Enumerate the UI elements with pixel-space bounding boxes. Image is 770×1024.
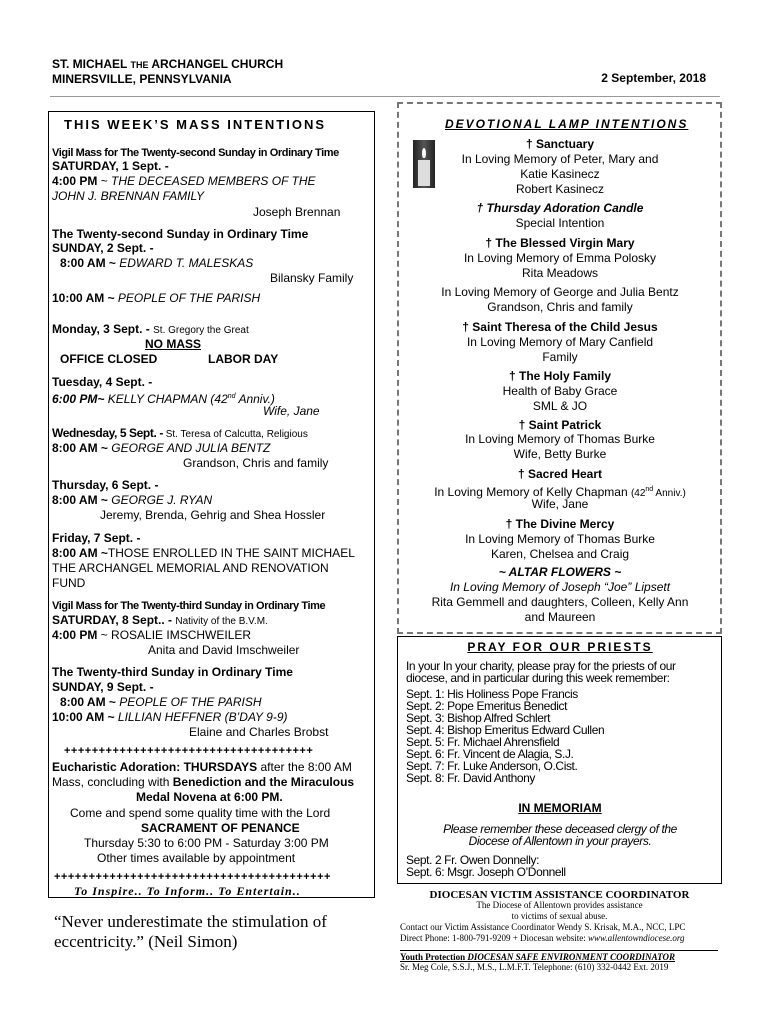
priest-list-item: Sept. 7: Fr. Luke Anderson, O.Cist. [406, 759, 578, 773]
adoration-label: Benediction and the Miraculous [172, 775, 355, 789]
lamp-divine-mercy: † The Divine Mercy [505, 517, 615, 531]
lamp-line: and Maureen [524, 610, 596, 624]
sun2-8am [60, 256, 253, 271]
adoration-line1 [52, 760, 352, 775]
lamp-line: Karen, Chelsea and Craig [490, 547, 630, 561]
fri7-intention-cont2: FUND [52, 576, 86, 590]
lamp-line: Grandson, Chris and family [487, 300, 633, 314]
priest-list-item: Sept. 6: Fr. Vincent de Alagia, S.J. [406, 747, 574, 761]
lamp-line: Special Intention [515, 216, 605, 230]
penance-times: Thursday 5:30 to 6:00 PM - Saturday 3:00 PM [84, 836, 329, 850]
sat8-by: Anita and David Imschweiler [148, 643, 300, 657]
intention-text: KELLY CHAPMAN (42 [107, 392, 228, 406]
church-name-part: ST. MICHAEL [52, 57, 131, 71]
sun9-8am [60, 695, 262, 710]
sun9-10am-by: Elaine and Charles Brobst [189, 725, 329, 739]
saint-label: St. Gregory the Great [153, 325, 249, 336]
lamp-holy-family: † The Holy Family [508, 369, 612, 383]
tue4-intention [52, 389, 275, 407]
victim-line: to victims of sexual abuse. [511, 911, 608, 921]
adoration-line3: Medal Novena at 6:00 PM. [136, 790, 283, 804]
sat1-intention: 4:00 PM ~ THE DECEASED MEMBERS OF THE [52, 174, 316, 188]
lamp-line: Wife, Betty Burke [513, 447, 607, 461]
church-name-part: ARCHANGEL CHURCH [148, 57, 284, 71]
youth-label: DIOCESAN SAFE ENVIRONMENT COORDINATOR [467, 952, 675, 962]
tue4-heading: Tuesday, 4 Sept. - [52, 375, 153, 389]
lamp-sanctuary: † Sanctuary [525, 137, 595, 151]
lamp-theresa: † Saint Theresa of the Child Jesus [462, 320, 658, 334]
lamp-line: Family [542, 350, 578, 364]
sun23-title: The Twenty-third Sunday in Ordinary Time [52, 665, 293, 679]
adoration-line2 [52, 775, 354, 790]
sun9-10am [52, 710, 288, 725]
lamp-line: In Loving Memory of Mary Canfield [466, 335, 654, 349]
ordinal: nd [645, 486, 654, 493]
youth-contact: Sr. Meg Cole, S.S.J., M.S., L.M.F.T. Telephone: (610) 332-0442 Ext. 2019 [400, 962, 669, 972]
day-label: Monday, 3 Sept. - [52, 322, 154, 336]
intention-text: EDWARD T. MALESKAS [119, 256, 254, 270]
adoration-text: after the 8:00 AM [257, 760, 352, 774]
adoration-text: Mass, concluding with [52, 775, 173, 789]
feast-label: Nativity of the B.V.M. [175, 616, 268, 627]
motto: To Inspire.. To Inform.. To Entertain.. [74, 884, 301, 898]
victim-line: Contact our Victim Assistance Coordinator Wendy S. Krisak, M.A., NCC, LPC [400, 922, 686, 932]
intention-text: PEOPLE OF THE PARISH [119, 695, 262, 709]
mass-time: 10:00 AM ~ [52, 710, 118, 724]
mass-time: 8:00 AM ~ [52, 441, 112, 455]
office-closed: OFFICE CLOSED [60, 352, 158, 366]
header-divider [50, 96, 720, 97]
intention-text: GEORGE AND JULIA BENTZ [111, 441, 271, 455]
sun9-heading: SUNDAY, 9 Sept. - [52, 680, 154, 694]
priest-list-item: Sept. 1: His Holiness Pope Francis [406, 687, 578, 701]
plus-divider: ++++++++++++++++++++++++++++++++++++ [64, 745, 314, 757]
vigil-22-heading: Vigil Mass for The Twenty-second Sunday in Ordinary Time [52, 147, 339, 159]
day-label: Wednesday, 5 Sept. - [52, 426, 163, 440]
labor-day: LABOR DAY [208, 352, 279, 366]
victim-title: DIOCESAN VICTIM ASSISTANCE COORDINATOR [429, 889, 690, 901]
wed5-by: Grandson, Chris and family [183, 456, 329, 470]
lamp-line: In Loving Memory of Thomas Burke [465, 432, 655, 446]
lamp-line: In Loving Memory of Thomas Burke [465, 532, 655, 546]
priests-intro-2: diocese, and in particular during this week remember: [406, 671, 670, 685]
come-spend: Come and spend some quality time with the Lord [70, 806, 331, 820]
victim-text: Direct Phone: 1-800-791-9209 + Diocesan website: [400, 933, 589, 943]
intention-text: ~ ROSALIE IMSCHWEILER [97, 628, 252, 642]
lamp-virgin: † The Blessed Virgin Mary [485, 236, 635, 250]
church-name-the: THE [130, 60, 149, 70]
mass-time: 8:00 AM ~ [60, 256, 120, 270]
intention-text: PEOPLE OF THE PARISH [117, 291, 261, 305]
memoriam-intro-2: Diocese of Allentown in your prayers. [468, 834, 652, 848]
lamp-line: Health of Baby Grace [502, 384, 618, 398]
mass-time: 8:00 AM ~ [52, 493, 112, 507]
lamp-line: In Loving Memory of Emma Polosky [463, 251, 657, 265]
penance-title: SACRAMENT OF PENANCE [141, 821, 300, 835]
mass-time: 8:00 AM ~ [60, 695, 120, 709]
wed5-heading [52, 426, 308, 442]
intention-text: THE DECEASED MEMBERS OF THE [111, 174, 316, 188]
thu6-by: Jeremy, Brenda, Gehrig and Shea Hossler [100, 508, 326, 522]
mass-time: 8:00 AM ~ [52, 546, 108, 560]
intention-text: LILLIAN HEFFNER (B’DAY 9-9) [117, 710, 288, 724]
adoration-label: Eucharistic Adoration: THURSDAYS [52, 760, 258, 774]
lamp-line: SML & JO [532, 399, 588, 413]
memoriam-entry: Sept. 2 Fr. Owen Donnelly: [406, 853, 540, 867]
priest-list-item: Sept. 5: Fr. Michael Ahrensfield [406, 735, 560, 749]
lamp-adoration: † Thursday Adoration Candle [476, 201, 644, 215]
plus-divider-2: ++++++++++++++++++++++++++++++++++++++++ [54, 871, 331, 883]
intention-text: Anniv.) [235, 392, 275, 406]
wed5-intention [52, 441, 270, 456]
tue4-by: Wife, Jane [263, 404, 320, 418]
church-name [52, 57, 283, 86]
vigil-23-heading: Vigil Mass for The Twenty-third Sunday in Ordinary Time [52, 600, 326, 612]
fri7-heading: Friday, 7 Sept. - [52, 531, 141, 545]
youth-label: Youth Protection [400, 952, 468, 962]
lamp-patrick: † Saint Patrick [518, 418, 602, 432]
lamp-line: In Loving Memory of Joseph “Joe” Lipsett [449, 580, 671, 594]
mon3-heading [52, 322, 249, 338]
sat8-intention [52, 628, 251, 643]
priest-list-item: Sept. 2: Pope Emeritus Benedict [406, 699, 568, 713]
mass-time: 10:00 AM ~ [52, 291, 118, 305]
ordinal: nd [227, 393, 236, 400]
memoriam-intro-1: Please remember these deceased clergy of the [443, 822, 677, 836]
priest-list-item: Sept. 8: Fr. David Anthony [406, 771, 536, 785]
no-mass: NO MASS [145, 337, 202, 351]
lamp-line: Robert Kasinecz [515, 182, 605, 196]
priest-list-item: Sept. 3: Bishop Alfred Schlert [406, 711, 551, 725]
priest-list-item: Sept. 4: Bishop Emeritus Edward Cullen [406, 723, 605, 737]
intention-text: THOSE ENROLLED IN THE SAINT MICHAEL [107, 546, 355, 560]
lamp-line: Wife, Jane [531, 497, 589, 511]
victim-line [400, 933, 685, 944]
sun2-10am [52, 291, 260, 306]
priests-title: PRAY FOR OUR PRIESTS [467, 640, 653, 654]
thu6-heading: Thursday, 6 Sept. - [52, 478, 159, 492]
sun2-8am-by: Bilansky Family [270, 271, 354, 285]
quote-line1: “Never underestimate the stimulation of [54, 912, 327, 931]
victim-line: The Diocese of Allentown provides assistance [476, 900, 643, 910]
lamp-line: Rita Meadows [521, 266, 599, 280]
saint-label: St. Teresa of Calcutta, Religious [162, 429, 308, 440]
intention-text: GEORGE J. RYAN [111, 493, 213, 507]
thu6-intention [52, 493, 212, 508]
mass-intentions-title: THIS WEEK’S MASS INTENTIONS [64, 117, 327, 132]
lamp-text: (42 [630, 488, 646, 499]
quote-line2: eccentricity.” (Neil Simon) [54, 932, 238, 951]
fri7-intention-cont: THE ARCHANGEL MEMORIAL AND RENOVATION [52, 561, 329, 575]
sat8-heading [52, 613, 268, 629]
day-label: SATURDAY, 8 Sept.. - [52, 613, 176, 627]
lamp-line: Rita Gemmell and daughters, Colleen, Kelly Ann [431, 595, 689, 609]
lamp-line: In Loving Memory of George and Julia Bentz [441, 285, 679, 299]
mass-time: 6:00 PM~ [52, 392, 108, 406]
lamp-text: In Loving Memory of Kelly Chapman [434, 485, 631, 499]
lamp-text: Anniv.) [653, 488, 686, 499]
mass-time: 4:00 PM [52, 628, 98, 642]
church-location: MINERSVILLE, PENNSYLVANIA [52, 72, 232, 86]
lamp-title: DEVOTIONAL LAMP INTENTIONS [445, 117, 689, 131]
lamp-sacred-heart: † Sacred Heart [517, 467, 603, 481]
mass-time: 4:00 PM [52, 174, 98, 188]
sat1-offered-by: Joseph Brennan [253, 205, 341, 219]
sat1-intention-cont: JOHN J. BRENNAN FAMILY [52, 189, 205, 203]
diocese-website-link[interactable]: www.allentowndiocese.org [588, 933, 685, 943]
sat1-heading: SATURDAY, 1 Sept. - [52, 159, 169, 173]
altar-flowers-title: ~ ALTAR FLOWERS ~ [498, 565, 622, 579]
priests-intro-1: In your In your charity, please pray for the priests of our [406, 659, 676, 673]
sun2-heading: SUNDAY, 2 Sept. - [52, 241, 154, 255]
other-times: Other times available by appointment [97, 851, 296, 865]
bulletin-date: 2 September, 2018 [601, 71, 706, 85]
in-memoriam-title: IN MEMORIAM [518, 801, 602, 815]
sun22-title: The Twenty-second Sunday in Ordinary Time [52, 227, 309, 241]
lamp-line: Katie Kasinecz [520, 167, 600, 181]
memoriam-entry: Sept. 6: Msgr. Joseph O’Donnell [406, 865, 566, 879]
fri7-intention [52, 546, 355, 561]
lamp-line: In Loving Memory of Peter, Mary and [461, 152, 659, 166]
